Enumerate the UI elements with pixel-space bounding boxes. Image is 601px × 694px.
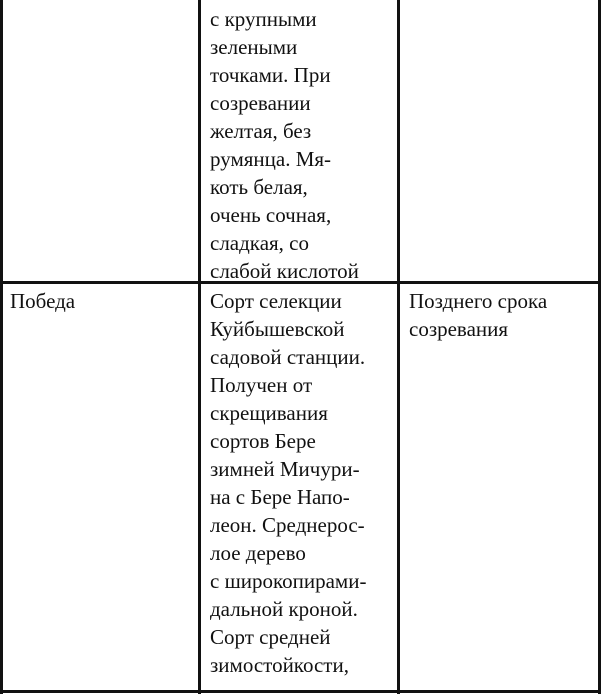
description-line: скрещивания — [210, 401, 328, 425]
description-line: коть белая, — [210, 175, 308, 199]
description-line: с широкопирами- — [210, 569, 367, 593]
description-line: садовой станции. — [210, 345, 366, 369]
description-line: дальной кроной. — [210, 597, 358, 621]
column-divider-2 — [397, 0, 400, 694]
description-line: Сорт селекции — [210, 289, 342, 313]
description-line: точками. При — [210, 63, 331, 87]
variety-name: Победа — [10, 289, 76, 313]
description-line: Куйбышевской — [210, 317, 345, 341]
row-2-ripening-cell — [409, 287, 594, 343]
row-2-description-cell — [210, 287, 395, 679]
description-line: сладкая, со — [210, 231, 309, 255]
description-line: зимостойкости, — [210, 653, 349, 677]
description-line: желтая, без — [210, 119, 312, 143]
description-line: с крупными — [210, 7, 317, 31]
description-line: зелеными — [210, 35, 298, 59]
description-line: сортов Бере — [210, 429, 316, 453]
description-line: Получен от — [210, 373, 313, 397]
description-line: румянца. Мя- — [210, 147, 332, 171]
description-line: Сорт средней — [210, 625, 331, 649]
table-border-left — [0, 0, 3, 694]
description-line: лое дерево — [210, 541, 306, 565]
ripening-line: созревания — [409, 317, 509, 341]
ripening-line: Позднего срока — [409, 289, 548, 313]
row-2-variety-cell — [10, 287, 190, 315]
row-1-description-cell — [210, 5, 395, 285]
description-line: слабой кислотой — [210, 259, 359, 283]
column-divider-1 — [198, 0, 201, 694]
description-line: очень сочная, — [210, 203, 332, 227]
description-line: зимней Мичури- — [210, 457, 360, 481]
description-line: созревании — [210, 91, 311, 115]
description-line: леон. Среднерос- — [210, 513, 365, 537]
description-line: на с Бере Напо- — [210, 485, 350, 509]
table-border-bottom — [0, 690, 601, 693]
